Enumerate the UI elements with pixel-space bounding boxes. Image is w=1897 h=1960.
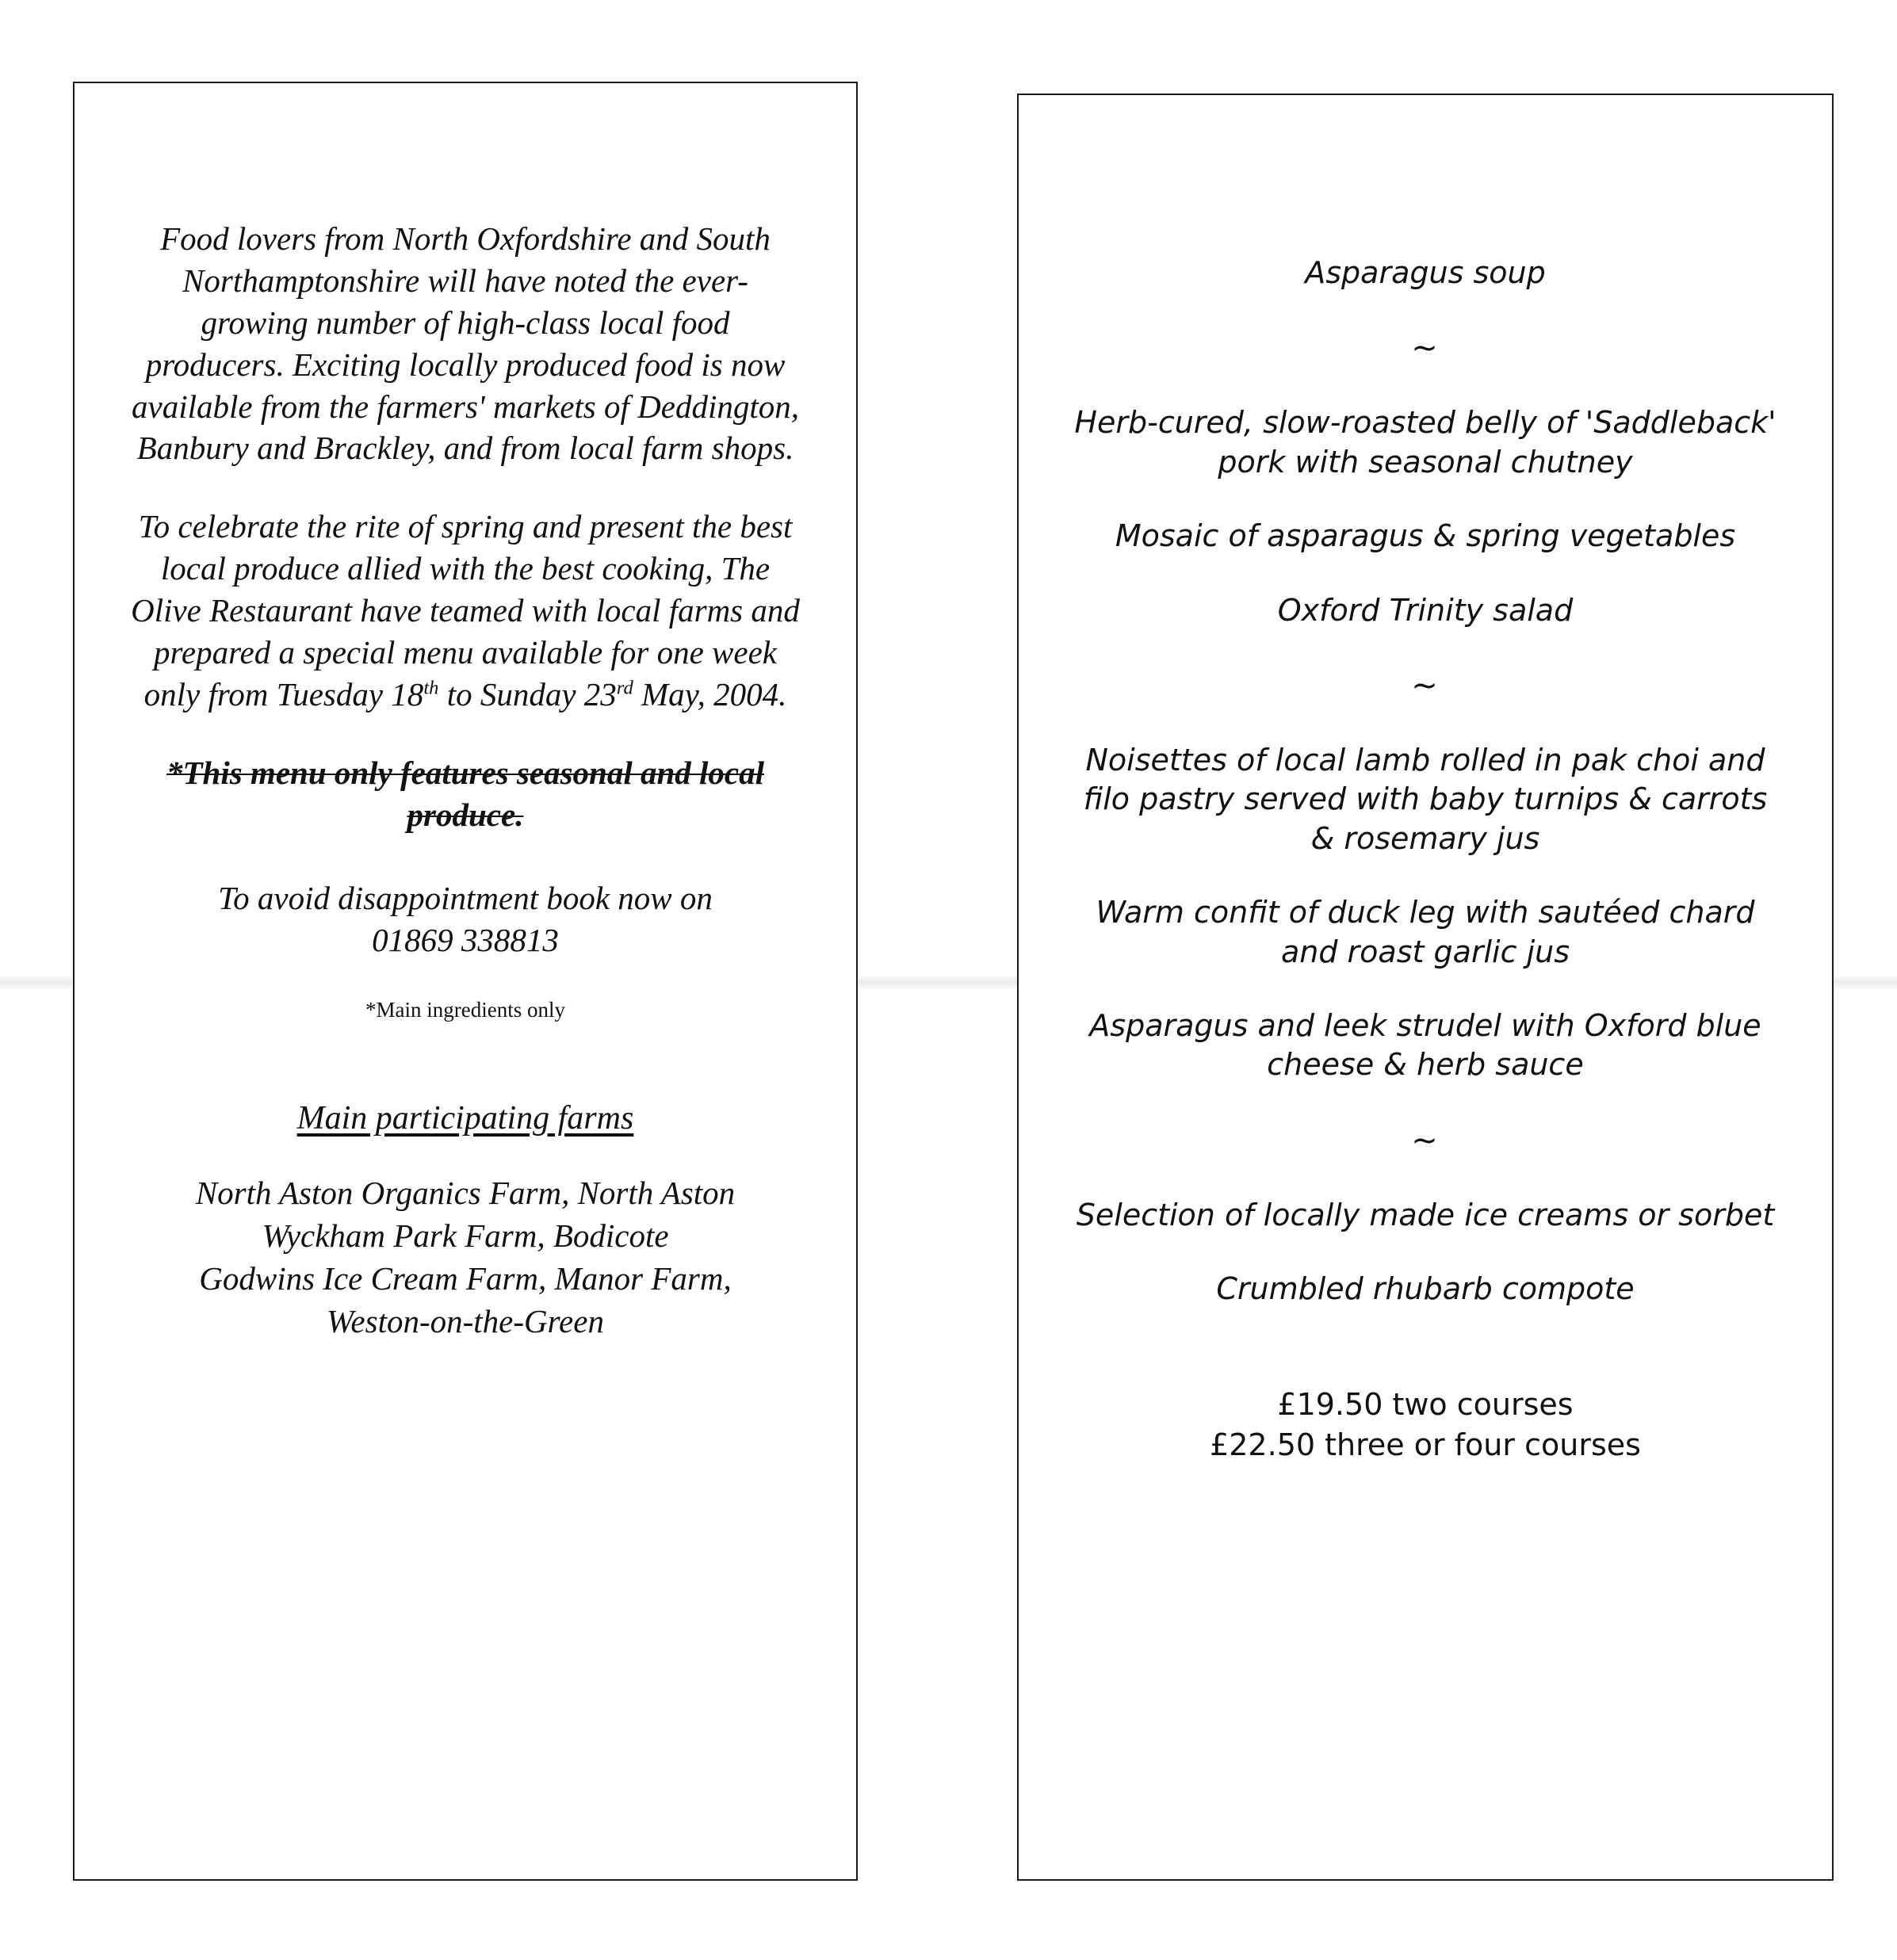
menu-item-pork-belly: Herb-cured, slow-roasted belly of 'Saddleback' pork with seasonal chutney [1074, 405, 1777, 479]
booking-line [130, 877, 801, 961]
farm-entry: North Aston Organics Farm, North Aston [195, 1174, 736, 1211]
course-separator: ~ [1411, 1121, 1440, 1159]
booking-text: To avoid disappointment book now on [218, 880, 713, 917]
left-panel-spacer [130, 83, 801, 218]
course-separator: ~ [1411, 667, 1440, 704]
farm-entry: Wyckham Park Farm, Bodicote [262, 1217, 669, 1255]
booking-phone-number: 01869 338813 [372, 922, 559, 959]
price-two-courses: £19.50 two courses [1277, 1387, 1574, 1423]
menu-item-asparagus-mosaic: Mosaic of asparagus & spring vegetables [1115, 518, 1736, 554]
intro-paragraph-celebration [130, 506, 801, 715]
date-ordinal-second: rd [616, 677, 633, 699]
date-ordinal-first: th [423, 677, 439, 699]
menu-item-asparagus-strudel: Asparagus and leek strudel with Oxford blue cheese & herb sauce [1089, 1007, 1761, 1083]
farm-entry: Godwins Ice Cream Farm, Manor Farm, [199, 1260, 732, 1297]
celebration-text-main: To celebrate the rite of spring and present the best local produce allied with the best cooking, The Olive Restaurant have teamed with local farms and prepared a special menu available for one week only [131, 508, 800, 713]
date-line-suffix: May, 2004. [641, 675, 787, 713]
menu-right-panel [1017, 94, 1834, 1881]
menu-item-lamb-noisettes: Noisettes of local lamb rolled in pak choi and filo pastry served with baby turnips & carrots & rosemary jus [1083, 742, 1768, 856]
farms-list [130, 1171, 801, 1343]
intro-paragraph-producers: Food lovers from North Oxfordshire and South Northamptonshire will have noted the ever-growing number of high-class local food producers. Exciting locally produced food is now available from the farmers' markets of Deddington, Banbury and Brackley, and from local farm shops. [132, 220, 799, 467]
date-line-prefix: from Tuesday 18 [208, 675, 424, 713]
price-list [1074, 1385, 1777, 1464]
menu-left-panel [73, 82, 858, 1881]
price-three-or-four-courses: £22.50 three or four courses [1210, 1427, 1641, 1462]
farms-section-heading: Main participating farms [296, 1099, 634, 1137]
menu-item-rhubarb-compote: Crumbled rhubarb compote [1216, 1271, 1635, 1307]
date-line-middle: to Sunday 23 [438, 675, 617, 713]
course-separator: ~ [1411, 330, 1440, 367]
menu-item-trinity-salad: Oxford Trinity salad [1277, 592, 1574, 628]
right-panel-spacer [1074, 95, 1777, 254]
farm-entry: Weston-on-the-Green [327, 1303, 604, 1340]
menu-item-ice-creams: Selection of locally made ice creams or sorbet [1076, 1197, 1775, 1232]
menu-item-duck-confit: Warm confit of duck leg with sautéed chard and roast garlic jus [1096, 895, 1755, 969]
ingredients-footnote: *Main ingredients only [365, 997, 565, 1022]
left-panel-content [75, 83, 856, 1343]
menu-item-starter-soup: Asparagus soup [1305, 255, 1546, 290]
seasonal-produce-note: *This menu only features seasonal and local produce. [166, 754, 764, 833]
right-panel-content [1019, 95, 1832, 1465]
